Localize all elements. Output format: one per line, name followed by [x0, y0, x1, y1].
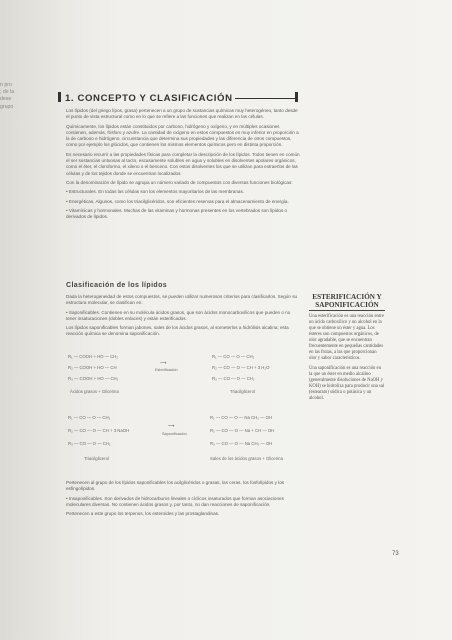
bleed-line: ; de la [0, 89, 15, 96]
product-line: R₁ — CO — O — Na CH₂ — OH [210, 415, 273, 420]
reactant-line: R₃ — CO — O — CH₂ [68, 441, 111, 446]
sidebar-title: ESTERIFICACIÓN Y SAPONIFICACIÓN [309, 293, 385, 311]
paragraph: Pertenecen a este grupo los terpenos, los esteroides y las prostaglandinas. [66, 511, 220, 517]
reactant-line: R₁ — COOH + HO — CH₂ [68, 354, 119, 359]
page-number: 73 [392, 551, 399, 557]
product-label: Triacilglicerol [230, 389, 255, 394]
product-line: R₂ — CO — O — CH + 3 H₂O [212, 365, 270, 370]
product-label: Sales de los ácidos grasos + Glicerina [210, 456, 283, 461]
intro-text [66, 108, 300, 223]
bleed-line: grupo [0, 103, 14, 110]
after-text [66, 480, 300, 520]
paragraph: Los lípidos saponificables forman jabones, sales de los ácidos grasos, al someterlos a hidrólisis alcalina; esta reacción química se denomina saponificación. [66, 325, 289, 337]
bullet: • Estructurales. En todas las células son los elementos mayoritarios de las membranas. [66, 189, 245, 195]
reaction-arrow-icon: ⟶ [160, 360, 167, 365]
classification-text [66, 294, 300, 341]
paragraph: Con la denominación de lípido se agrupa un número variado de compuestos con diversas funciones biológicas: [66, 179, 293, 185]
product-line: R₁ — CO — O — CH₂ [212, 354, 255, 359]
bleed-line: dese [0, 96, 12, 103]
section-title-text: 1. CONCEPTO Y CLASIFICACIÓN [65, 93, 233, 104]
bullet: • Insaponificables. Son derivados de hidrocarburos lineales o cíclicos insaturados que forman asociaciones moleculares diversas. No contienen ácidos grasos y, por tanto, no dan reacciones de saponificación. [66, 495, 284, 507]
reactant-line: R₂ — CO — O — CH + 3 NaOH [68, 428, 130, 433]
title-bar-decoration [58, 92, 61, 102]
sidebar-paragraph: Una esterificación es una reacción entre un ácido carboxílico y un alcohol en la que se obtiene un éster y agua. Los ésteres son compuestos orgánicos, de olor agradable, que se encuentran frecuentemente en pequeñas cantidades en las frutas, a las que proporcionan olor y sabor característicos. [309, 314, 384, 361]
paragraph: Es necesario recurrir a las propiedades físicas para completar la descripción de los lípidos. Todos tienen en común el ser sustancias untuosas al tacto, escasamente solubles en agua y solubles en disolventes apolares orgánicos, como el éter, el cloroformo, el xileno o el benceno. Con estos disolventes los que se utilizan para extraerlos de las células y de los tejidos donde se encuentran localizados. [66, 151, 300, 176]
product-line: R₂ — CO — O — Na + CH — OH [210, 428, 275, 433]
paragraph: Dada la heterogeneidad de estos compuestos, se pueden utilizar numerosos criterios para clasificarlos. Según su estructura molecular, se clasifican en: [66, 294, 298, 306]
classification-heading: Clasificación de los lípidos [66, 282, 168, 289]
bullet: • Energéticas. Algunos, como los triacilglicéridos, son eficientes reservas para el almacenamiento de energía. [66, 198, 289, 204]
adjacent-page-bleed [0, 82, 60, 111]
reaction-arrow-icon: ⟶ [168, 423, 175, 428]
paragraph: Pertenecen al grupo de los lípidos saponificables los acilglicéridos o grasas, las ceras, los fosfolípidos y los esfingolípidos. [66, 480, 285, 492]
reactant-label: Ácidos grasos + Glicerina [70, 389, 119, 394]
title-end-decoration [295, 92, 298, 102]
paragraph: Químicamente, los lípidos están constituidos por carbono, hidrógeno y oxígeno, y en múltiples ocasiones contienen, además, fósforo y azufre. La cantidad de oxígeno en estos compuestos es muy inferior en proporción a la de carbono e hidrógeno, circunstancia que determina sus propiedades y las diferencia de otros compuestos, como por ejemplo los glúcidos, que contienen los mismos elementos químicos pero en distinta proporción. [66, 123, 299, 148]
bullet: • Vitamínicas y hormonales. Muchas de las vitaminas y hormonas presentes en los vertebrados son lípidos o derivados de lípidos. [66, 207, 288, 220]
title-rule [235, 98, 295, 99]
reactant-line: R₁ — CO — O — CH₂ [68, 415, 111, 420]
paragraph: Los lípidos (del griego lípos, grasa) pertenecen a un grupo de sustancias químicas muy heterogéneo, tanto desde el punto de vista estructural como en lo que se refiere a las funciones que realizan en las células. [66, 108, 298, 120]
sidebar-box [309, 293, 385, 406]
product-line: R₃ — CO — O — Na CH₂ — OH [210, 441, 273, 446]
bleed-line: n pro [0, 82, 12, 88]
bullet: • Saponificables. Contienen en su molécula ácidos grasos, que son ácidos monocarboxílicos que pueden o no tener insaturaciones (dobles enlaces) y están esterificados. [66, 309, 291, 321]
sidebar-paragraph: Una saponificación es una reacción en la que un éster en medio alcalino (generalmente disoluciones de NaOH y KOH) se hidroliza para producir una sal (estearato) sódica o potásica y un alcohol. [309, 366, 385, 401]
arrow-label: Esterificación [155, 368, 178, 372]
reactant-label: Triacilglicerol [84, 456, 109, 461]
arrow-label: Saponificación [162, 432, 187, 436]
product-line: R₃ — CO — O — CH₂ [212, 376, 255, 381]
reactant-line: R₂ — COOH + HO — CH [68, 365, 117, 370]
reactant-line: R₃ — COOH + HO — CH₂ [68, 376, 119, 381]
section-title [58, 92, 298, 104]
